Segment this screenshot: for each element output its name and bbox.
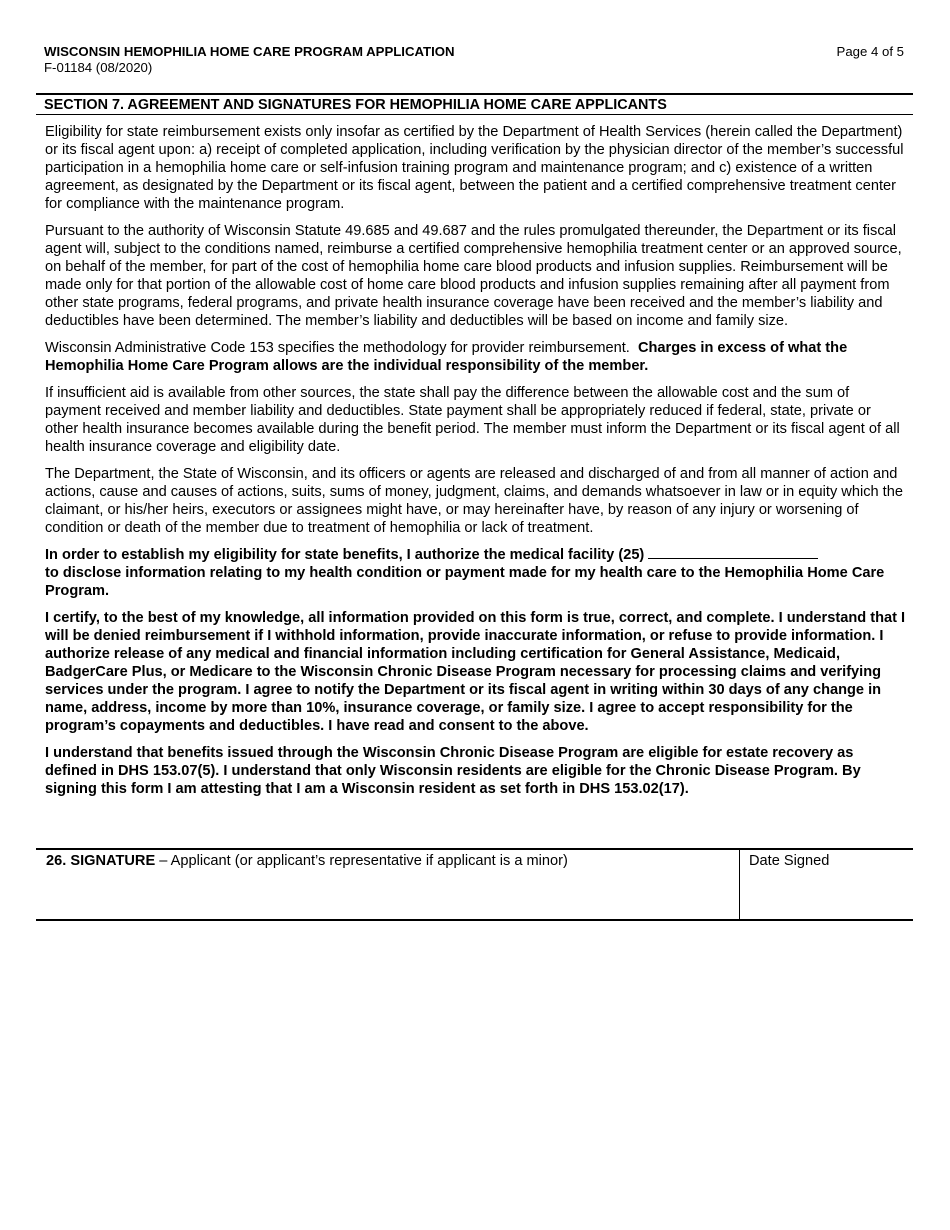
signature-field[interactable] xyxy=(36,850,739,919)
authorization-end: to disclose information relating to my health condition or payment made for my health care to the Hemophilia Home Care Program. xyxy=(45,565,885,599)
certification-paragraph: I certify, to the best of my knowledge, all information provided on this form is true, correct, and complete. I understand that I will be denied reimbursement if I withhold information, provide inaccurate information, or refuse to provide information. I authorize release of any medical and financial information including certification for General Assistance, Medicaid, BadgerCare Plus, or Medicare to the Wisconsin Chronic Disease Program necessary for processing claims and verifying services under the program. I agree to notify the Department or its fiscal agent in writing within 30 days of any change in name, address, income by more than 10%, insurance coverage, or family size. I agree to accept responsibility for the program’s copayments and deductibles. I have read and consent to the above. xyxy=(45,610,906,734)
medical-facility-field[interactable] xyxy=(648,546,818,559)
agreement-text xyxy=(45,123,907,807)
charges-notice: Charges in excess of what the Hemophilia Home Care Program allows are the individual responsibility of the member. xyxy=(45,340,848,374)
form-number: F-01184 (08/2020) xyxy=(44,60,153,75)
reimbursement-paragraph: Pursuant to the authority of Wisconsin Statute 49.685 and 49.687 and the rules promulgated thereunder, the Department or its fiscal agent will, subject to the conditions named, reimburse a certified comprehensive hemophilia treatment center or an approved source, on behalf of the member, for part of the cost of hemophilia home care blood products and infusion supplies. Reimbursement will be made only for that portion of the allowable cost of home care blood products and infusion supplies remaining after all payment from other state programs, federal programs, and private health insurance coverage have been received and the member’s liability and deductibles have been determined. The member’s liability and deductibles will be based on income and family size. xyxy=(45,223,902,329)
admin-code-text: Wisconsin Administrative Code 153 specifies the methodology for provider reimbursement. xyxy=(45,340,630,356)
page-number: Page 4 of 5 xyxy=(836,44,904,59)
date-signed-field[interactable] xyxy=(739,850,913,919)
insufficient-aid-paragraph: If insufficient aid is available from other sources, the state shall pay the difference between the allowable cost and the sum of payment received and member liability and deductibles. State payment shall be appropriately reduced if federal, state, private or other health insurance becomes available during the benefit period. The member must inform the Department or its fiscal agent of all health insurance coverage and eligibility date. xyxy=(45,385,900,455)
estate-recovery-paragraph: I understand that benefits issued through the Wisconsin Chronic Disease Program are eligible for estate recovery as defined in DHS 153.07(5). I understand that only Wisconsin residents are eligible for the Chronic Disease Program. By signing this form I am attesting that I am a Wisconsin resident as set forth in DHS 153.02(17). xyxy=(45,745,861,797)
signature-table xyxy=(36,848,913,921)
section-title: SECTION 7. AGREEMENT AND SIGNATURES FOR HEMOPHILIA HOME CARE APPLICANTS xyxy=(36,93,913,115)
date-signed-label: Date Signed xyxy=(749,853,830,869)
admin-code-paragraph xyxy=(45,339,907,375)
release-paragraph: The Department, the State of Wisconsin, and its officers or agents are released and discharged of and from all manner of action and actions, cause and causes of actions, suits, sums of money, judgment, claims, and demands whatsoever in law or in equity which the claimant, or his/her heirs, executors or assignees might have, or may hereinafter have, by reason of any injury or worsening of condition or death of the member due to treatment of hemophilia or lack of treatment. xyxy=(45,466,903,536)
signature-label: 26. SIGNATURE xyxy=(46,853,156,869)
page-header xyxy=(44,44,904,76)
authorization-paragraph xyxy=(45,546,907,600)
signature-description: – Applicant (or applicant’s representative if applicant is a minor) xyxy=(155,853,568,869)
authorization-start: In order to establish my eligibility for state benefits, I authorize the medical facility (25) xyxy=(45,547,645,563)
eligibility-paragraph: Eligibility for state reimbursement exists only insofar as certified by the Department of Health Services (herein called the Department) or its fiscal agent upon: a) receipt of completed application, including verification by the physician director of the member’s successful participation in a hemophilia home care or self-infusion training program and maintenance program; and c) existence of a written agreement, as designated by the Department or its fiscal agent, between the patient and a certified comprehensive treatment center for compliance with the maintenance program. xyxy=(45,124,904,212)
form-title: WISCONSIN HEMOPHILIA HOME CARE PROGRAM APPLICATION xyxy=(44,44,455,59)
